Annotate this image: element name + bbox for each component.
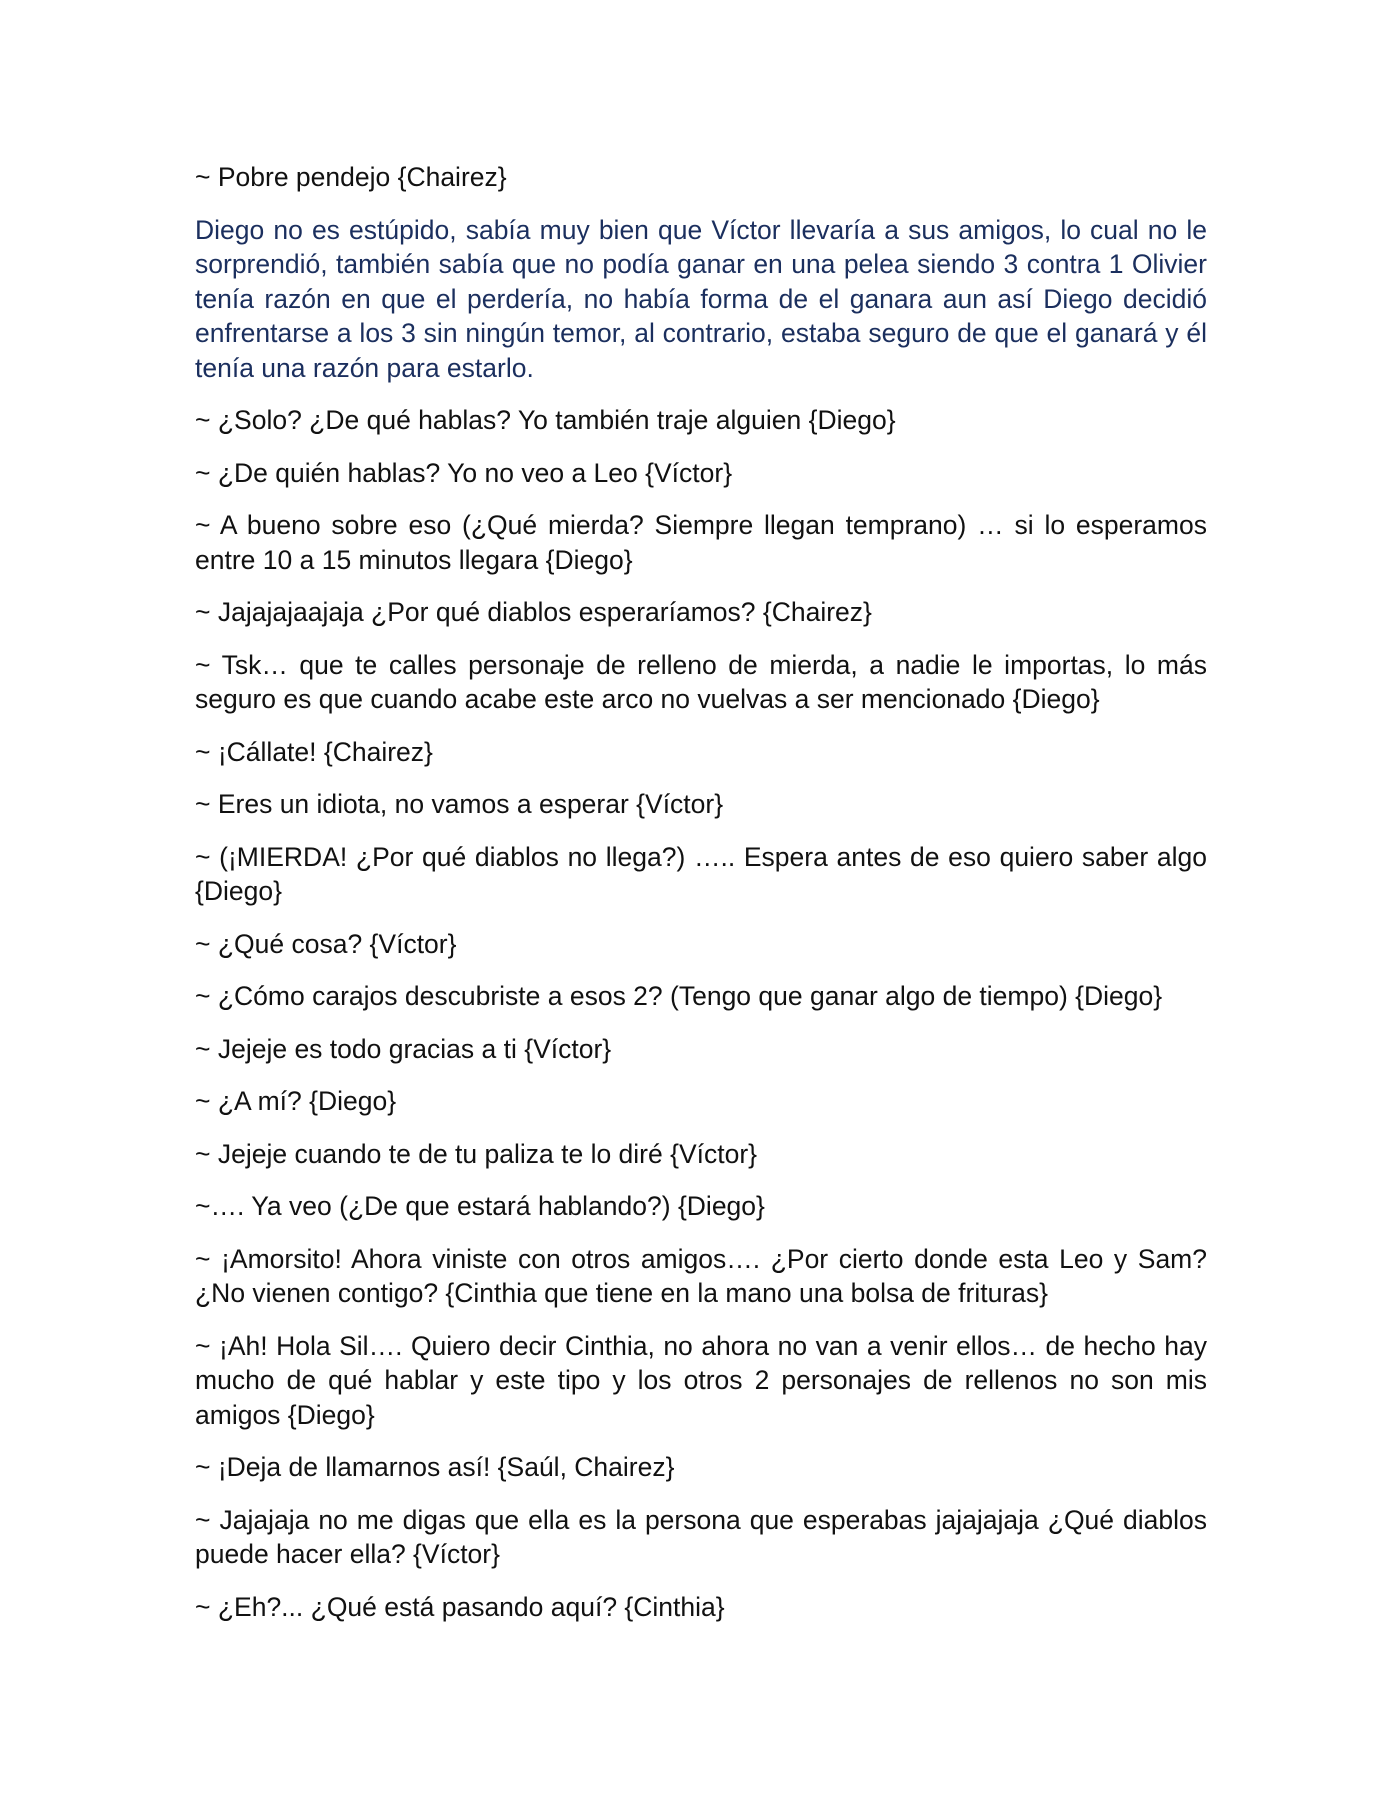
dialogue-line: ~ ¿Cómo carajos descubriste a esos 2? (Tengo que ganar algo de tiempo) {Diego} <box>195 981 1163 1011</box>
dialogue-line: ~…. Ya veo (¿De que estará hablando?) {Diego} <box>195 1191 765 1221</box>
dialogue-line: ~ ¡Ah! Hola Sil…. Quiero decir Cinthia, no ahora no van a venir ellos… de hecho hay mucho de qué hablar y este tipo y los otros 2 personajes de rellenos no son mis amigos {Diego} <box>195 1330 1207 1430</box>
dialogue-line: ~ ¿Eh?... ¿Qué está pasando aquí? {Cinthia} <box>195 1591 725 1622</box>
dialogue-line: ~ ¡Deja de llamarnos así! {Saúl, Chairez} <box>195 1452 675 1482</box>
dialogue-line: ~ Jejeje cuando te de tu paliza te lo diré {Víctor} <box>195 1138 758 1169</box>
dialogue-line: ~ Jejeje es todo gracias a ti {Víctor} <box>195 1033 612 1064</box>
narration-paragraph: Diego no es estúpido, sabía muy bien que Víctor llevaría a sus amigos, lo cual no le sorprendió, también sabía que no podía ganar en una pelea siendo 3 contra 1 Olivier tenía razón en que el perdería, no había forma de el ganara aun así Diego decidió enfrentarse a los 3 sin ningún temor, al contrario, estaba seguro de que el ganará y él tenía una razón para estarlo. <box>195 214 1207 383</box>
dialogue-line: ~ ¡Amorsito! Ahora viniste con otros amigos…. ¿Por cierto donde esta Leo y Sam? ¿No vienen contigo? {Cinthia que tiene en la mano una bolsa de frituras} <box>195 1243 1207 1308</box>
dialogue-line: ~ Pobre pendejo {Chairez} <box>195 162 507 192</box>
dialogue-line: ~ ¿Qué cosa? {Víctor} <box>195 928 457 959</box>
dialogue-line: ~ ¿A mí? {Diego} <box>195 1086 397 1116</box>
dialogue-line: ~ ¿De quién hablas? Yo no veo a Leo {Víctor} <box>195 457 733 488</box>
dialogue-line: ~ Tsk… que te calles personaje de relleno de mierda, a nadie le importas, lo más seguro es que cuando acabe este arco no vuelvas a ser mencionado {Diego} <box>195 649 1207 714</box>
dialogue-line: ~ Jajajaja no me digas que ella es la persona que esperabas jajajajaja ¿Qué diablos puede hacer ella? {Víctor} <box>195 1504 1207 1569</box>
document-page <box>195 160 1207 1642</box>
dialogue-line: ~ Jajajajaajaja ¿Por qué diablos esperaríamos? {Chairez} <box>195 597 872 627</box>
dialogue-line: ~ ¡Cállate! {Chairez} <box>195 736 433 767</box>
dialogue-line: ~ A bueno sobre eso (¿Qué mierda? Siempre llegan temprano) … si lo esperamos entre 10 a 15 minutos llegara {Diego} <box>195 510 1207 575</box>
dialogue-line: ~ ¿Solo? ¿De qué hablas? Yo también traje alguien {Diego} <box>195 405 896 435</box>
dialogue-line: ~ Eres un idiota, no vamos a esperar {Víctor} <box>195 789 724 819</box>
dialogue-line: ~ (¡MIERDA! ¿Por qué diablos no llega?) ….. Espera antes de eso quiero saber algo {Diego} <box>195 841 1207 906</box>
